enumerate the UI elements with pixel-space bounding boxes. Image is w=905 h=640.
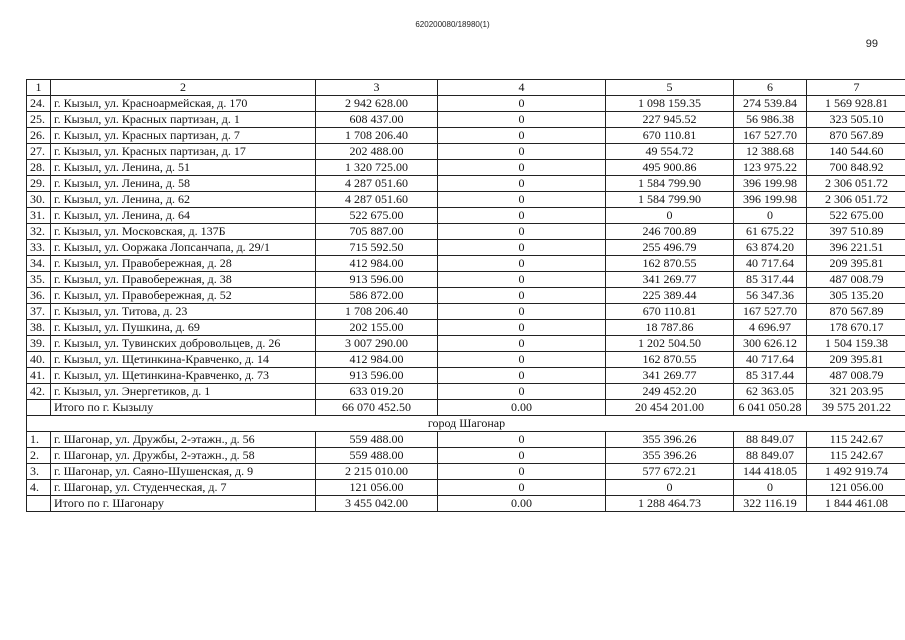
row-number: 28. <box>27 160 51 176</box>
value-cell-c6: 167 527.70 <box>734 304 807 320</box>
address-cell: г. Кызыл, ул. Ооржака Лопсанчапа, д. 29/1 <box>51 240 316 256</box>
budget-table <box>26 79 905 512</box>
address-cell: г. Кызыл, ул. Щетинкина-Кравченко, д. 73 <box>51 368 316 384</box>
value-cell-c5: 227 945.52 <box>606 112 734 128</box>
value-cell-c7: 321 203.95 <box>807 384 905 400</box>
value-cell-c3: 705 887.00 <box>316 224 438 240</box>
value-cell-c5: 670 110.81 <box>606 304 734 320</box>
value-cell-c3: 2 215 010.00 <box>316 464 438 480</box>
value-cell-c4: 0 <box>438 160 606 176</box>
value-cell-c6: 0 <box>734 208 807 224</box>
value-cell-c5: 1 584 799.90 <box>606 192 734 208</box>
table-row <box>27 192 905 208</box>
value-cell-c4: 0 <box>438 208 606 224</box>
value-cell-c4: 0 <box>438 464 606 480</box>
value-cell-c5: 355 396.26 <box>606 448 734 464</box>
value-cell-c3: 715 592.50 <box>316 240 438 256</box>
value-cell-c3: 522 675.00 <box>316 208 438 224</box>
table-row <box>27 176 905 192</box>
value-cell-c4: 0 <box>438 144 606 160</box>
value-cell-c7: 522 675.00 <box>807 208 905 224</box>
row-number: 39. <box>27 336 51 352</box>
value-cell-c6: 62 363.05 <box>734 384 807 400</box>
value-cell-c5: 495 900.86 <box>606 160 734 176</box>
value-cell-c5: 577 672.21 <box>606 464 734 480</box>
value-cell-c6: 144 418.05 <box>734 464 807 480</box>
value-cell-c7: 178 670.17 <box>807 320 905 336</box>
value-cell-c3: 4 287 051.60 <box>316 192 438 208</box>
value-cell-c7: 1 504 159.38 <box>807 336 905 352</box>
total-value-c5: 20 454 201.00 <box>606 400 734 416</box>
value-cell-c6: 40 717.64 <box>734 256 807 272</box>
value-cell-c7: 115 242.67 <box>807 432 905 448</box>
table-row <box>27 144 905 160</box>
row-number: 41. <box>27 368 51 384</box>
page-number: 99 <box>865 38 878 50</box>
value-cell-c3: 202 488.00 <box>316 144 438 160</box>
document-id: 620200080/18980(1) <box>415 20 490 29</box>
value-cell-c3: 559 488.00 <box>316 432 438 448</box>
table-row <box>27 432 905 448</box>
row-number: 33. <box>27 240 51 256</box>
total-row <box>27 400 905 416</box>
address-cell: г. Кызыл, ул. Ленина, д. 64 <box>51 208 316 224</box>
address-cell: г. Кызыл, ул. Красных партизан, д. 7 <box>51 128 316 144</box>
value-cell-c6: 300 626.12 <box>734 336 807 352</box>
row-number: 1. <box>27 432 51 448</box>
value-cell-c4: 0 <box>438 256 606 272</box>
row-number: 30. <box>27 192 51 208</box>
table-row <box>27 448 905 464</box>
value-cell-c4: 0 <box>438 272 606 288</box>
address-cell: г. Кызыл, ул. Красных партизан, д. 17 <box>51 144 316 160</box>
section-row <box>27 416 905 432</box>
value-cell-c6: 85 317.44 <box>734 368 807 384</box>
total-row <box>27 496 905 512</box>
value-cell-c6: 274 539.84 <box>734 96 807 112</box>
address-cell: г. Кызыл, ул. Ленина, д. 58 <box>51 176 316 192</box>
total-value-c6: 322 116.19 <box>734 496 807 512</box>
row-number: 25. <box>27 112 51 128</box>
value-cell-c4: 0 <box>438 432 606 448</box>
value-cell-c3: 3 007 290.00 <box>316 336 438 352</box>
value-cell-c6: 56 986.38 <box>734 112 807 128</box>
table-row <box>27 160 905 176</box>
address-cell: г. Кызыл, ул. Правобережная, д. 52 <box>51 288 316 304</box>
column-header: 4 <box>438 80 606 96</box>
address-cell: г. Кызыл, ул. Энергетиков, д. 1 <box>51 384 316 400</box>
address-cell: г. Кызыл, ул. Ленина, д. 62 <box>51 192 316 208</box>
table-row <box>27 272 905 288</box>
address-cell: г. Кызыл, ул. Тувинских добровольцев, д. 26 <box>51 336 316 352</box>
value-cell-c6: 88 849.07 <box>734 432 807 448</box>
value-cell-c3: 412 984.00 <box>316 256 438 272</box>
column-header: 1 <box>27 80 51 96</box>
value-cell-c5: 246 700.89 <box>606 224 734 240</box>
value-cell-c5: 0 <box>606 480 734 496</box>
column-header: 6 <box>734 80 807 96</box>
value-cell-c3: 608 437.00 <box>316 112 438 128</box>
value-cell-c7: 209 395.81 <box>807 256 905 272</box>
value-cell-c4: 0 <box>438 240 606 256</box>
total-label: Итого по г. Кызылу <box>51 400 316 416</box>
value-cell-c6: 12 388.68 <box>734 144 807 160</box>
row-number: 27. <box>27 144 51 160</box>
value-cell-c4: 0 <box>438 384 606 400</box>
value-cell-c6: 63 874.20 <box>734 240 807 256</box>
value-cell-c4: 0 <box>438 304 606 320</box>
column-header: 7 <box>807 80 905 96</box>
row-number: 35. <box>27 272 51 288</box>
value-cell-c3: 1 708 206.40 <box>316 304 438 320</box>
column-header: 3 <box>316 80 438 96</box>
value-cell-c3: 2 942 628.00 <box>316 96 438 112</box>
value-cell-c6: 396 199.98 <box>734 176 807 192</box>
table-row <box>27 320 905 336</box>
table-row <box>27 288 905 304</box>
value-cell-c4: 0 <box>438 480 606 496</box>
value-cell-c7: 870 567.89 <box>807 304 905 320</box>
table-row <box>27 208 905 224</box>
value-cell-c6: 4 696.97 <box>734 320 807 336</box>
value-cell-c6: 396 199.98 <box>734 192 807 208</box>
value-cell-c6: 167 527.70 <box>734 128 807 144</box>
table-row <box>27 336 905 352</box>
value-cell-c3: 559 488.00 <box>316 448 438 464</box>
value-cell-c4: 0 <box>438 336 606 352</box>
row-number: 3. <box>27 464 51 480</box>
value-cell-c3: 586 872.00 <box>316 288 438 304</box>
row-number: 26. <box>27 128 51 144</box>
address-cell: г. Шагонар, ул. Студенческая, д. 7 <box>51 480 316 496</box>
value-cell-c5: 49 554.72 <box>606 144 734 160</box>
table-row <box>27 96 905 112</box>
table-body <box>27 80 905 512</box>
value-cell-c6: 61 675.22 <box>734 224 807 240</box>
value-cell-c4: 0 <box>438 368 606 384</box>
row-number-empty <box>27 496 51 512</box>
value-cell-c5: 670 110.81 <box>606 128 734 144</box>
value-cell-c7: 700 848.92 <box>807 160 905 176</box>
value-cell-c4: 0 <box>438 288 606 304</box>
address-cell: г. Шагонар, ул. Дружбы, 2-этажн., д. 56 <box>51 432 316 448</box>
address-cell: г. Шагонар, ул. Саяно-Шушенская, д. 9 <box>51 464 316 480</box>
row-number: 29. <box>27 176 51 192</box>
row-number: 32. <box>27 224 51 240</box>
total-label: Итого по г. Шагонару <box>51 496 316 512</box>
value-cell-c6: 85 317.44 <box>734 272 807 288</box>
value-cell-c6: 123 975.22 <box>734 160 807 176</box>
address-cell: г. Кызыл, ул. Красноармейская, д. 170 <box>51 96 316 112</box>
address-cell: г. Кызыл, ул. Титова, д. 23 <box>51 304 316 320</box>
address-cell: г. Кызыл, ул. Пушкина, д. 69 <box>51 320 316 336</box>
value-cell-c3: 1 320 725.00 <box>316 160 438 176</box>
table-row <box>27 480 905 496</box>
value-cell-c3: 1 708 206.40 <box>316 128 438 144</box>
table-row <box>27 304 905 320</box>
value-cell-c7: 2 306 051.72 <box>807 192 905 208</box>
value-cell-c5: 1 584 799.90 <box>606 176 734 192</box>
value-cell-c5: 355 396.26 <box>606 432 734 448</box>
row-number: 34. <box>27 256 51 272</box>
value-cell-c5: 0 <box>606 208 734 224</box>
value-cell-c5: 18 787.86 <box>606 320 734 336</box>
total-value-c3: 66 070 452.50 <box>316 400 438 416</box>
value-cell-c4: 0 <box>438 128 606 144</box>
value-cell-c6: 40 717.64 <box>734 352 807 368</box>
row-number: 2. <box>27 448 51 464</box>
value-cell-c6: 0 <box>734 480 807 496</box>
header-row <box>27 80 905 96</box>
total-value-c6: 6 041 050.28 <box>734 400 807 416</box>
value-cell-c4: 0 <box>438 320 606 336</box>
value-cell-c7: 487 008.79 <box>807 368 905 384</box>
row-number: 38. <box>27 320 51 336</box>
value-cell-c5: 249 452.20 <box>606 384 734 400</box>
address-cell: г. Кызыл, ул. Красных партизан, д. 1 <box>51 112 316 128</box>
address-cell: г. Кызыл, ул. Щетинкина-Кравченко, д. 14 <box>51 352 316 368</box>
value-cell-c4: 0 <box>438 448 606 464</box>
value-cell-c3: 4 287 051.60 <box>316 176 438 192</box>
value-cell-c7: 2 306 051.72 <box>807 176 905 192</box>
value-cell-c5: 255 496.79 <box>606 240 734 256</box>
table-row <box>27 464 905 480</box>
total-value-c5: 1 288 464.73 <box>606 496 734 512</box>
table-row <box>27 240 905 256</box>
value-cell-c7: 1 492 919.74 <box>807 464 905 480</box>
value-cell-c6: 56 347.36 <box>734 288 807 304</box>
value-cell-c7: 323 505.10 <box>807 112 905 128</box>
address-cell: г. Кызыл, ул. Московская, д. 137Б <box>51 224 316 240</box>
section-title: город Шагонар <box>27 416 905 432</box>
value-cell-c7: 209 395.81 <box>807 352 905 368</box>
total-value-c3: 3 455 042.00 <box>316 496 438 512</box>
total-value-c7: 39 575 201.22 <box>807 400 905 416</box>
total-value-c4: 0.00 <box>438 400 606 416</box>
value-cell-c5: 162 870.55 <box>606 352 734 368</box>
table-row <box>27 352 905 368</box>
value-cell-c4: 0 <box>438 112 606 128</box>
column-header: 2 <box>51 80 316 96</box>
value-cell-c3: 913 596.00 <box>316 368 438 384</box>
value-cell-c5: 162 870.55 <box>606 256 734 272</box>
row-number: 36. <box>27 288 51 304</box>
value-cell-c7: 115 242.67 <box>807 448 905 464</box>
value-cell-c3: 633 019.20 <box>316 384 438 400</box>
row-number: 31. <box>27 208 51 224</box>
row-number: 24. <box>27 96 51 112</box>
row-number-empty <box>27 400 51 416</box>
address-cell: г. Кызыл, ул. Ленина, д. 51 <box>51 160 316 176</box>
table-row <box>27 368 905 384</box>
value-cell-c7: 305 135.20 <box>807 288 905 304</box>
value-cell-c6: 88 849.07 <box>734 448 807 464</box>
address-cell: г. Кызыл, ул. Правобережная, д. 28 <box>51 256 316 272</box>
value-cell-c4: 0 <box>438 224 606 240</box>
value-cell-c3: 121 056.00 <box>316 480 438 496</box>
address-cell: г. Шагонар, ул. Дружбы, 2-этажн., д. 58 <box>51 448 316 464</box>
row-number: 37. <box>27 304 51 320</box>
value-cell-c7: 487 008.79 <box>807 272 905 288</box>
total-value-c4: 0.00 <box>438 496 606 512</box>
value-cell-c7: 396 221.51 <box>807 240 905 256</box>
total-value-c7: 1 844 461.08 <box>807 496 905 512</box>
column-header: 5 <box>606 80 734 96</box>
value-cell-c7: 870 567.89 <box>807 128 905 144</box>
value-cell-c3: 202 155.00 <box>316 320 438 336</box>
table-row <box>27 256 905 272</box>
value-cell-c5: 1 098 159.35 <box>606 96 734 112</box>
value-cell-c5: 225 389.44 <box>606 288 734 304</box>
value-cell-c3: 412 984.00 <box>316 352 438 368</box>
value-cell-c5: 341 269.77 <box>606 368 734 384</box>
value-cell-c7: 1 569 928.81 <box>807 96 905 112</box>
address-cell: г. Кызыл, ул. Правобережная, д. 38 <box>51 272 316 288</box>
value-cell-c4: 0 <box>438 192 606 208</box>
value-cell-c5: 341 269.77 <box>606 272 734 288</box>
table-row <box>27 224 905 240</box>
table-row <box>27 112 905 128</box>
value-cell-c3: 913 596.00 <box>316 272 438 288</box>
value-cell-c7: 397 510.89 <box>807 224 905 240</box>
table-row <box>27 128 905 144</box>
value-cell-c4: 0 <box>438 176 606 192</box>
row-number: 4. <box>27 480 51 496</box>
row-number: 40. <box>27 352 51 368</box>
value-cell-c7: 140 544.60 <box>807 144 905 160</box>
value-cell-c4: 0 <box>438 96 606 112</box>
value-cell-c7: 121 056.00 <box>807 480 905 496</box>
value-cell-c5: 1 202 504.50 <box>606 336 734 352</box>
table-row <box>27 384 905 400</box>
value-cell-c4: 0 <box>438 352 606 368</box>
row-number: 42. <box>27 384 51 400</box>
